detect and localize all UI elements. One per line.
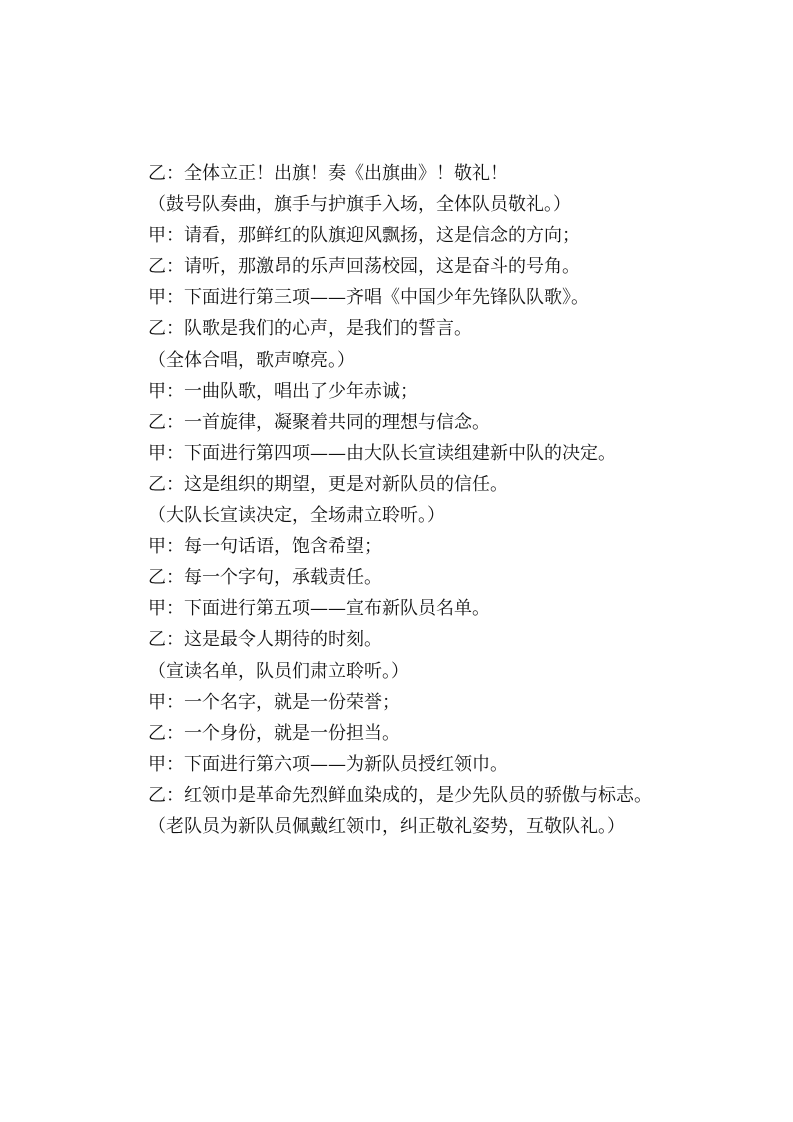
script-line: 甲：下面进行第四项——由大队长宣读组建新中队的决定。 [148, 442, 616, 464]
script-line: 甲：下面进行第六项——为新队员授红领巾。 [148, 753, 508, 775]
script-line: 乙：一首旋律，凝聚着共同的理想与信念。 [148, 411, 490, 433]
script-line: 乙：这是最令人期待的时刻。 [148, 629, 382, 651]
script-line: 乙：队歌是我们的心声，是我们的誓言。 [148, 318, 472, 340]
stage-direction: （宣读名单，队员们肃立聆听。） [148, 660, 409, 682]
stage-direction: （鼓号队奏曲，旗手与护旗手入场，全体队员敬礼。） [148, 194, 571, 216]
script-line: 乙：全体立正！出旗！奏《出旗曲》！敬礼！ [148, 163, 508, 184]
script-line: 甲：每一句话语，饱含希望； [148, 536, 382, 558]
script-line: 乙：每一个字句，承载责任。 [148, 567, 382, 589]
ceremony-script [106, 158, 691, 842]
script-line: 乙：红领巾是革命先烈鲜血染成的，是少先队员的骄傲与标志。 [148, 784, 652, 806]
script-line: 乙：一个身份，就是一份担当。 [148, 722, 400, 744]
script-line: 乙：这是组织的期望，更是对新队员的信任。 [148, 473, 508, 495]
stage-direction: （老队员为新队员佩戴红领巾，纠正敬礼姿势，互敬队礼。） [148, 815, 625, 837]
script-line: 甲：一个名字，就是一份荣誉； [148, 691, 400, 713]
script-line: 甲：请看，那鲜红的队旗迎风飘扬，这是信念的方向； [148, 225, 580, 247]
script-line: 甲：下面进行第三项——齐唱《中国少年先锋队队歌》。 [148, 287, 589, 309]
stage-direction: （全体合唱，歌声嘹亮。） [148, 349, 355, 371]
script-line: 乙：请听，那激昂的乐声回荡校园，这是奋斗的号角。 [148, 256, 580, 278]
script-line: 甲：一曲队歌，唱出了少年赤诚； [148, 380, 418, 402]
stage-direction: （大队长宣读决定，全场肃立聆听。） [148, 505, 445, 527]
script-line: 甲：下面进行第五项——宣布新队员名单。 [148, 598, 490, 620]
